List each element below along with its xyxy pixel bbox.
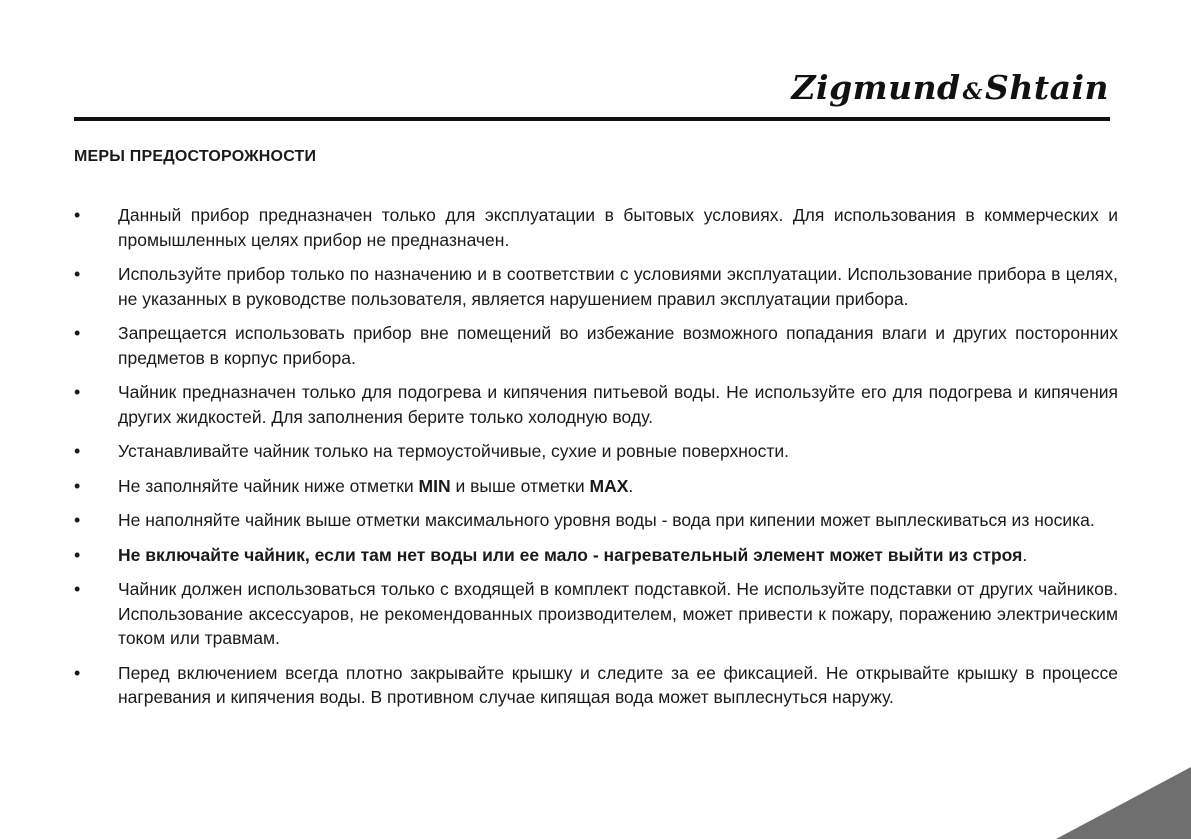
bullet-icon: • bbox=[74, 662, 81, 683]
bullet-icon: • bbox=[74, 544, 81, 565]
precautions-list bbox=[74, 203, 1118, 720]
max-label: MAX bbox=[589, 475, 629, 496]
brand-ampersand: & bbox=[962, 79, 984, 105]
bullet-icon: • bbox=[74, 475, 81, 496]
list-item bbox=[74, 577, 1118, 651]
list-item-text: Перед включением всегда плотно закрывайте крышку и следите за ее фиксацией. Не открывайте крышку в процессе нагревания и кипячения воды. В противном случае кипящая вода может выплеснуться наружу. bbox=[118, 662, 1118, 707]
list-item bbox=[74, 380, 1118, 429]
bullet-icon: • bbox=[74, 579, 81, 599]
list-item bbox=[74, 661, 1118, 710]
list-item-warning bbox=[74, 543, 1118, 568]
bullet-icon: • bbox=[74, 323, 81, 343]
list-item bbox=[74, 321, 1118, 370]
list-item-text: Чайник должен использоваться только с входящей в комплект подставкой. Не используйте подставки от других чайников. Использование аксессуаров, не рекомендованных производителем, может привести к пожару, поражению электрическим током или травмам. bbox=[118, 579, 1118, 648]
list-item bbox=[74, 474, 1118, 499]
list-item-text: Не наполняйте чайник выше отметки максимального уровня воды - вода при кипении может выплескиваться из носика. bbox=[118, 510, 1095, 530]
text-fragment: и выше отметки bbox=[450, 475, 590, 496]
list-item-text: Устанавливайте чайник только на термоустойчивые, сухие и ровные поверхности. bbox=[118, 441, 790, 461]
text-fragment: Не заполняйте чайник ниже отметки bbox=[118, 475, 419, 496]
list-item bbox=[74, 508, 1118, 533]
bullet-icon: • bbox=[74, 441, 81, 461]
bullet-icon: • bbox=[74, 205, 81, 225]
brand-name-right: Shtain bbox=[985, 68, 1109, 107]
brand-logo bbox=[791, 68, 1109, 107]
list-item-text bbox=[118, 476, 633, 496]
text-fragment: . bbox=[1022, 544, 1028, 565]
bullet-icon: • bbox=[74, 264, 81, 284]
section-title: МЕРЫ ПРЕДОСТОРОЖНОСТИ bbox=[74, 148, 317, 165]
text-fragment: . bbox=[628, 475, 634, 496]
list-item bbox=[74, 203, 1118, 252]
list-item bbox=[74, 262, 1118, 311]
warning-text: Не включайте чайник, если там нет воды или ее мало - нагревательный элемент может выйти из строя bbox=[118, 544, 1023, 565]
header-divider bbox=[74, 117, 1110, 121]
bullet-icon: • bbox=[74, 382, 81, 402]
list-item-text: Чайник предназначен только для подогрева и кипячения питьевой воды. Не используйте его для подогрева и кипячения других жидкостей. Для заполнения берите только холодную воду. bbox=[118, 382, 1118, 427]
list-item-text bbox=[118, 545, 1027, 565]
bullet-icon: • bbox=[74, 510, 81, 530]
list-item-text: Данный прибор предназначен только для эксплуатации в бытовых условиях. Для использования в коммерческих и промышленных целях прибор не предназначен. bbox=[118, 205, 1118, 250]
list-item bbox=[74, 439, 1118, 464]
list-item-text: Используйте прибор только по назначению и в соответствии с условиями эксплуатации. Использование прибора в целях, не указанных в руководстве пользователя, является нарушением правил эксплуатации прибора. bbox=[118, 264, 1118, 309]
brand-name-left: Zigmund bbox=[791, 68, 961, 107]
list-item-text: Запрещается использовать прибор вне помещений во избежание возможного попадания влаги и других посторонних предметов в корпус прибора. bbox=[118, 323, 1118, 368]
min-label: MIN bbox=[418, 475, 451, 496]
page-corner-tab bbox=[1056, 767, 1191, 839]
